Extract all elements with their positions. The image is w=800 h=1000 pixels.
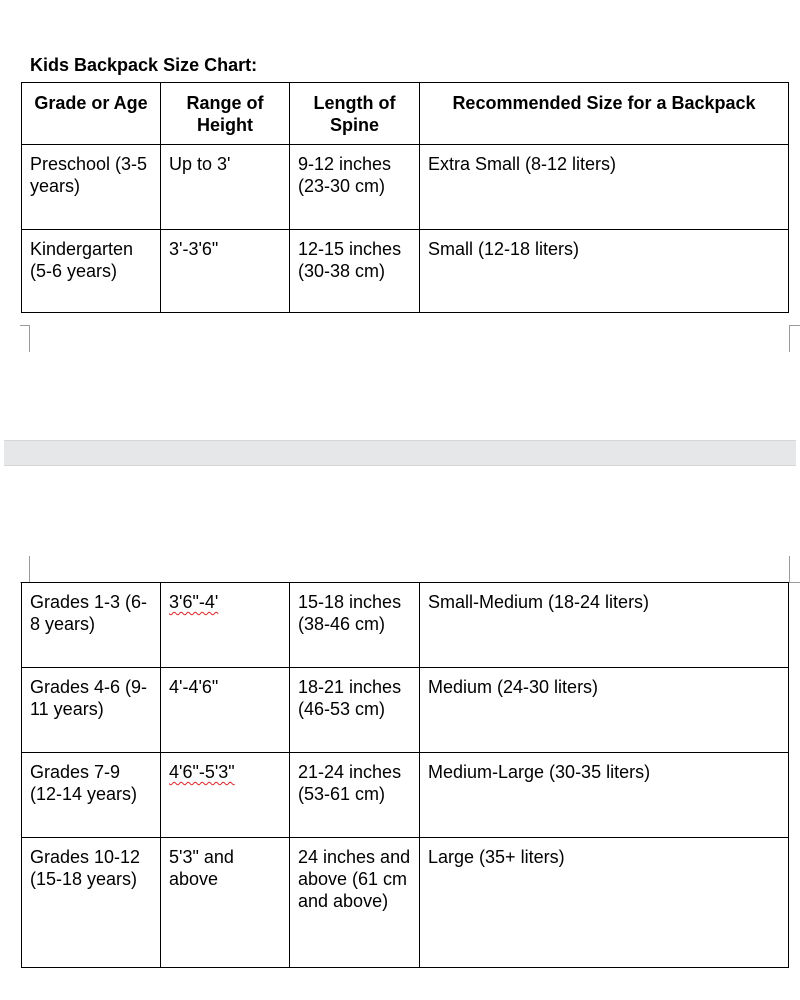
- table-row: [22, 145, 789, 230]
- document-title: Kids Backpack Size Chart:: [30, 55, 258, 75]
- table-row: [22, 753, 789, 838]
- cell-height[interactable]: Up to 3': [161, 145, 290, 230]
- cell-spine[interactable]: 12-15 inches (30-38 cm): [290, 230, 420, 313]
- table-row: [22, 583, 789, 668]
- cell-grade[interactable]: Grades 1-3 (6-8 years): [22, 583, 161, 668]
- cell-grade[interactable]: Grades 10-12 (15-18 years): [22, 838, 161, 968]
- size-chart-table-part-2: [21, 582, 789, 968]
- header-grade: Grade or Age: [22, 83, 161, 145]
- cell-height[interactable]: 3'-3'6": [161, 230, 290, 313]
- cell-height[interactable]: [161, 838, 290, 968]
- cell-size[interactable]: Medium (24-30 liters): [420, 668, 789, 753]
- page-corner-marker: [789, 325, 800, 352]
- cell-size[interactable]: Small-Medium (18-24 liters): [420, 583, 789, 668]
- cell-size[interactable]: Medium-Large (30-35 liters): [420, 753, 789, 838]
- cell-grade[interactable]: Grades 4-6 (9-11 years): [22, 668, 161, 753]
- cell-grade[interactable]: Preschool (3-5 years): [22, 145, 161, 230]
- page-break-gap: [4, 440, 796, 466]
- table-row: [22, 838, 789, 968]
- table-row: [22, 668, 789, 753]
- cell-grade[interactable]: Kindergarten (5-6 years): [22, 230, 161, 313]
- cell-height-text: 3'6"-4': [169, 592, 219, 612]
- cell-spine[interactable]: 24 inches and above (61 cm and above): [290, 838, 420, 968]
- table-row: [22, 230, 789, 313]
- cell-height-text: 4'6"-5'3": [169, 762, 235, 782]
- cell-spine[interactable]: 9-12 inches (23-30 cm): [290, 145, 420, 230]
- cell-height[interactable]: 4'-4'6": [161, 668, 290, 753]
- cell-spine[interactable]: 21-24 inches (53-61 cm): [290, 753, 420, 838]
- size-chart-table-part-1: [21, 82, 789, 313]
- document-page-1: [0, 0, 800, 440]
- cell-height[interactable]: [161, 753, 290, 838]
- cell-size[interactable]: Extra Small (8-12 liters): [420, 145, 789, 230]
- page-corner-marker: [20, 556, 30, 583]
- cell-height-text: 5'3" and above: [169, 847, 234, 889]
- cell-spine[interactable]: 18-21 inches (46-53 cm): [290, 668, 420, 753]
- cell-height[interactable]: [161, 583, 290, 668]
- cell-size[interactable]: Small (12-18 liters): [420, 230, 789, 313]
- cell-grade[interactable]: Grades 7-9 (12-14 years): [22, 753, 161, 838]
- header-size: Recommended Size for a Backpack: [420, 83, 789, 145]
- page-corner-marker: [20, 325, 30, 352]
- table-header-row: [22, 83, 789, 145]
- cell-spine[interactable]: 15-18 inches (38-46 cm): [290, 583, 420, 668]
- header-height: Range of Height: [161, 83, 290, 145]
- cell-size[interactable]: Large (35+ liters): [420, 838, 789, 968]
- header-spine: Length of Spine: [290, 83, 420, 145]
- page-corner-marker: [789, 556, 800, 583]
